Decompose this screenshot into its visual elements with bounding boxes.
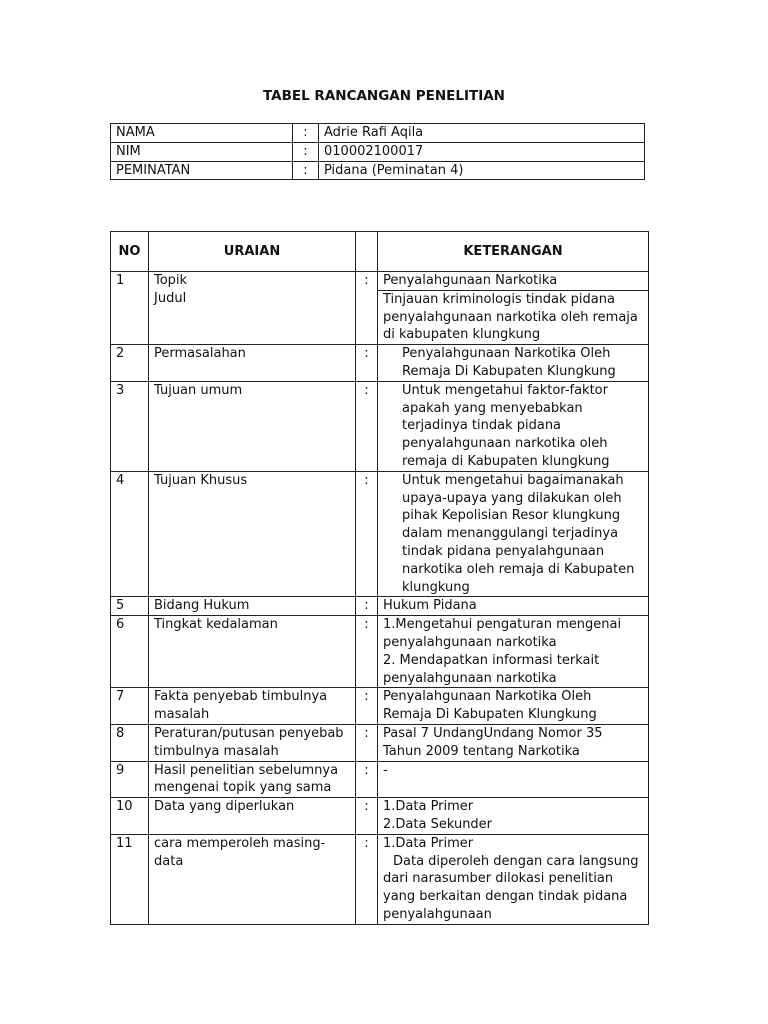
info-label: PEMINATAN xyxy=(111,161,293,180)
header-keterangan: KETERANGAN xyxy=(378,232,649,272)
row-number: 5 xyxy=(111,597,149,616)
row-uraian: Hasil penelitian sebelumnya mengenai topik yang sama xyxy=(149,761,356,798)
table-header-row xyxy=(111,232,649,272)
row-uraian: Peraturan/putusan penyebab timbulnya masalah xyxy=(149,724,356,761)
header-separator xyxy=(356,232,378,272)
row-keterangan xyxy=(378,834,649,924)
row-separator: : xyxy=(356,272,378,291)
identity-table xyxy=(110,123,645,180)
row-separator: : xyxy=(356,381,378,471)
row-separator: : xyxy=(356,471,378,597)
document-title: TABEL RANCANGAN PENELITIAN xyxy=(263,88,505,104)
row-number: 11 xyxy=(111,834,149,924)
info-row-nim xyxy=(111,142,645,161)
row-separator xyxy=(356,290,378,344)
table-row xyxy=(111,345,649,382)
row-separator: : xyxy=(356,724,378,761)
keterangan-line: 1.Mengetahui pengaturan mengenai penyalahgunaan narkotika xyxy=(383,617,622,650)
row-separator: : xyxy=(356,688,378,725)
table-row xyxy=(111,381,649,471)
row-keterangan: Untuk mengetahui faktor-faktor apakah yang menyebabkan terjadinya tindak pidana penyalahgunaan narkotika oleh remaja di Kabupaten klungkung xyxy=(378,381,649,471)
row-uraian: Topik xyxy=(149,272,356,291)
row-uraian: Permasalahan xyxy=(149,345,356,382)
info-value: Pidana (Peminatan 4) xyxy=(319,161,645,180)
row-keterangan: Hukum Pidana xyxy=(378,597,649,616)
table-row xyxy=(111,471,649,597)
table-row xyxy=(111,798,649,835)
info-separator: : xyxy=(293,161,319,180)
keterangan-line: Data diperoleh dengan cara langsung dari narasumber dilokasi penelitian yang berkaitan dengan tindak pidana penyalahgunaan xyxy=(383,853,639,922)
row-number: 10 xyxy=(111,798,149,835)
header-uraian: URAIAN xyxy=(149,232,356,272)
row-separator: : xyxy=(356,798,378,835)
row-keterangan xyxy=(378,616,649,688)
info-row-peminatan xyxy=(111,161,645,180)
row-number: 7 xyxy=(111,688,149,725)
row-number: 3 xyxy=(111,381,149,471)
row-uraian: Bidang Hukum xyxy=(149,597,356,616)
info-label: NAMA xyxy=(111,124,293,143)
row-separator: : xyxy=(356,597,378,616)
row-keterangan: Penyalahgunaan Narkotika Oleh Remaja Di Kabupaten Klungkung xyxy=(378,688,649,725)
row-uraian: Judul xyxy=(149,290,356,344)
row-uraian: Tujuan Khusus xyxy=(149,471,356,597)
table-row xyxy=(111,290,649,344)
keterangan-line: 1.Data Primer xyxy=(383,835,474,851)
row-keterangan: - xyxy=(378,761,649,798)
row-keterangan: Pasal 7 UndangUndang Nomor 35 Tahun 2009 tentang Narkotika xyxy=(378,724,649,761)
row-number: 1 xyxy=(111,272,149,345)
info-value: Adrie Rafi Aqila xyxy=(319,124,645,143)
info-separator: : xyxy=(293,124,319,143)
table-row xyxy=(111,688,649,725)
row-uraian: cara memperoleh masing-data xyxy=(149,834,356,924)
table-row xyxy=(111,272,649,291)
info-value: 010002100017 xyxy=(319,142,645,161)
row-uraian: Fakta penyebab timbulnya masalah xyxy=(149,688,356,725)
row-separator: : xyxy=(356,834,378,924)
keterangan-line: 1.Data Primer xyxy=(383,799,474,815)
row-uraian: Tujuan umum xyxy=(149,381,356,471)
table-row xyxy=(111,724,649,761)
row-keterangan: Penyalahgunaan Narkotika xyxy=(378,272,649,291)
table-row xyxy=(111,597,649,616)
row-number: 2 xyxy=(111,345,149,382)
row-number: 8 xyxy=(111,724,149,761)
keterangan-line: 2. Mendapatkan informasi terkait penyalahgunaan narkotika xyxy=(383,652,600,686)
keterangan-line: 2.Data Sekunder xyxy=(383,816,493,832)
row-separator: : xyxy=(356,345,378,382)
row-uraian: Tingkat kedalaman xyxy=(149,616,356,688)
row-separator: : xyxy=(356,616,378,688)
row-keterangan: Untuk mengetahui bagaimanakah upaya-upaya yang dilakukan oleh pihak Kepolisian Resor klungkung dalam menanggulangi terjadinya tindak pidana penyalahgunaan narkotika oleh remaja di Kabupaten klungkung xyxy=(378,471,649,597)
header-no: NO xyxy=(111,232,149,272)
info-separator: : xyxy=(293,142,319,161)
research-design-table xyxy=(110,231,649,925)
row-uraian: Data yang diperlukan xyxy=(149,798,356,835)
info-row-nama xyxy=(111,124,645,143)
table-row xyxy=(111,834,649,924)
row-keterangan: Tinjauan kriminologis tindak pidana penyalahgunaan narkotika oleh remaja di kabupaten klungkung xyxy=(378,290,649,344)
info-label: NIM xyxy=(111,142,293,161)
row-number: 4 xyxy=(111,471,149,597)
table-row xyxy=(111,616,649,688)
row-separator: : xyxy=(356,761,378,798)
row-number: 6 xyxy=(111,616,149,688)
row-keterangan xyxy=(378,798,649,835)
table-row xyxy=(111,761,649,798)
row-keterangan: Penyalahgunaan Narkotika Oleh Remaja Di Kabupaten Klungkung xyxy=(378,345,649,382)
row-number: 9 xyxy=(111,761,149,798)
